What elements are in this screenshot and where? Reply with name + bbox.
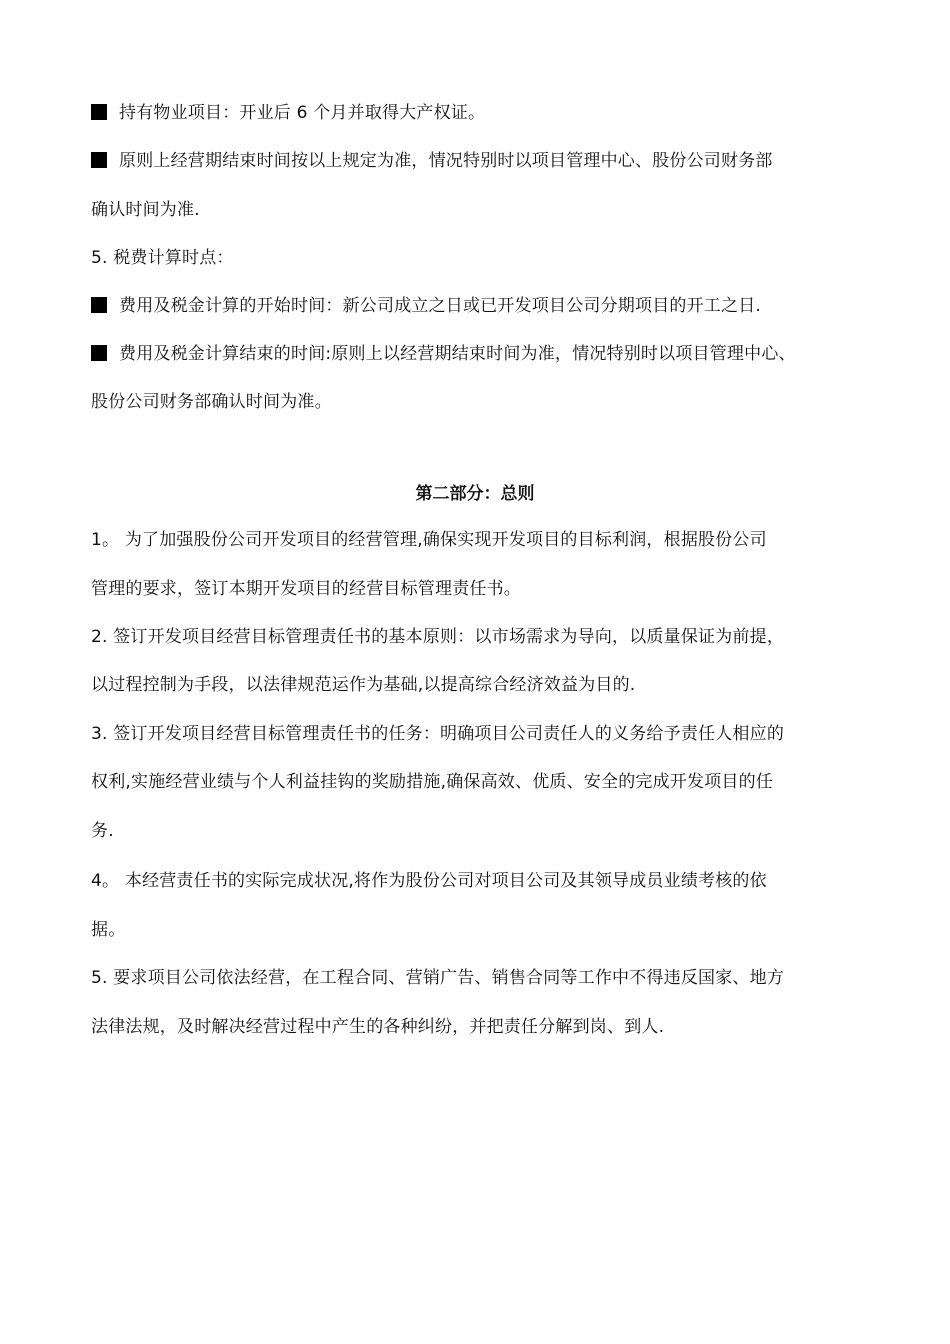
- square-bullet-icon: [91, 104, 107, 120]
- paragraph-continuation: 确认时间为准.: [91, 200, 200, 220]
- section-heading: 第二部分：总则: [415, 484, 535, 504]
- bullet-paragraph-1: [91, 101, 485, 125]
- paragraph-continuation: 权利,实施经营业绩与个人利益挂钩的奖励措施,确保高效、优质、安全的完成开发项目的任: [91, 772, 774, 792]
- paragraph-continuation: 务.: [91, 821, 114, 841]
- square-bullet-icon: [91, 297, 107, 313]
- paragraph-text: 费用及税金计算结束的时间:原则上以经营期结束时间为准，情况特别时以项目管理中心、: [119, 344, 796, 364]
- bullet-paragraph-3: [91, 294, 761, 318]
- paragraph-continuation: 管理的要求，签订本期开发项目的经营目标管理责任书。: [91, 579, 521, 599]
- paragraph-text: 费用及税金计算的开始时间：新公司成立之日或已开发项目公司分期项目的开工之日.: [119, 296, 762, 316]
- paragraph-3: 3. 签订开发项目经营目标管理责任书的任务：明确项目公司责任人的义务给予责任人相应的: [91, 724, 785, 744]
- bullet-paragraph-4: [91, 342, 796, 366]
- numbered-item-5: 5. 税费计算时点：: [91, 248, 234, 268]
- bullet-paragraph-2: [91, 149, 773, 173]
- paragraph-continuation: 据。: [91, 920, 126, 940]
- paragraph-4: 4。 本经营责任书的实际完成状况,将作为股份公司对项目公司及其领导成员业绩考核的依: [91, 871, 767, 891]
- paragraph-continuation: 股份公司财务部确认时间为准。: [91, 392, 332, 412]
- paragraph-text: 原则上经营期结束时间按以上规定为准，情况特别时以项目管理中心、股份公司财务部: [119, 151, 773, 171]
- square-bullet-icon: [91, 345, 107, 361]
- paragraph-1: 1。 为了加强股份公司开发项目的经营管理,确保实现开发项目的目标利润，根据股份公司: [91, 530, 767, 550]
- paragraph-continuation: 法律法规，及时解决经营过程中产生的各种纠纷，并把责任分解到岗、到人.: [91, 1017, 665, 1037]
- paragraph-text: 持有物业项目：开业后 6 个月并取得大产权证。: [119, 103, 486, 123]
- paragraph-5: 5. 要求项目公司依法经营，在工程合同、营销广告、销售合同等工作中不得违反国家、地方: [91, 968, 785, 988]
- paragraph-2: 2. 签订开发项目经营目标管理责任书的基本原则：以市场需求为导向，以质量保证为前提，: [91, 627, 785, 647]
- paragraph-continuation: 以过程控制为手段，以法律规范运作为基础,以提高综合经济效益为目的.: [91, 675, 636, 695]
- square-bullet-icon: [91, 152, 107, 168]
